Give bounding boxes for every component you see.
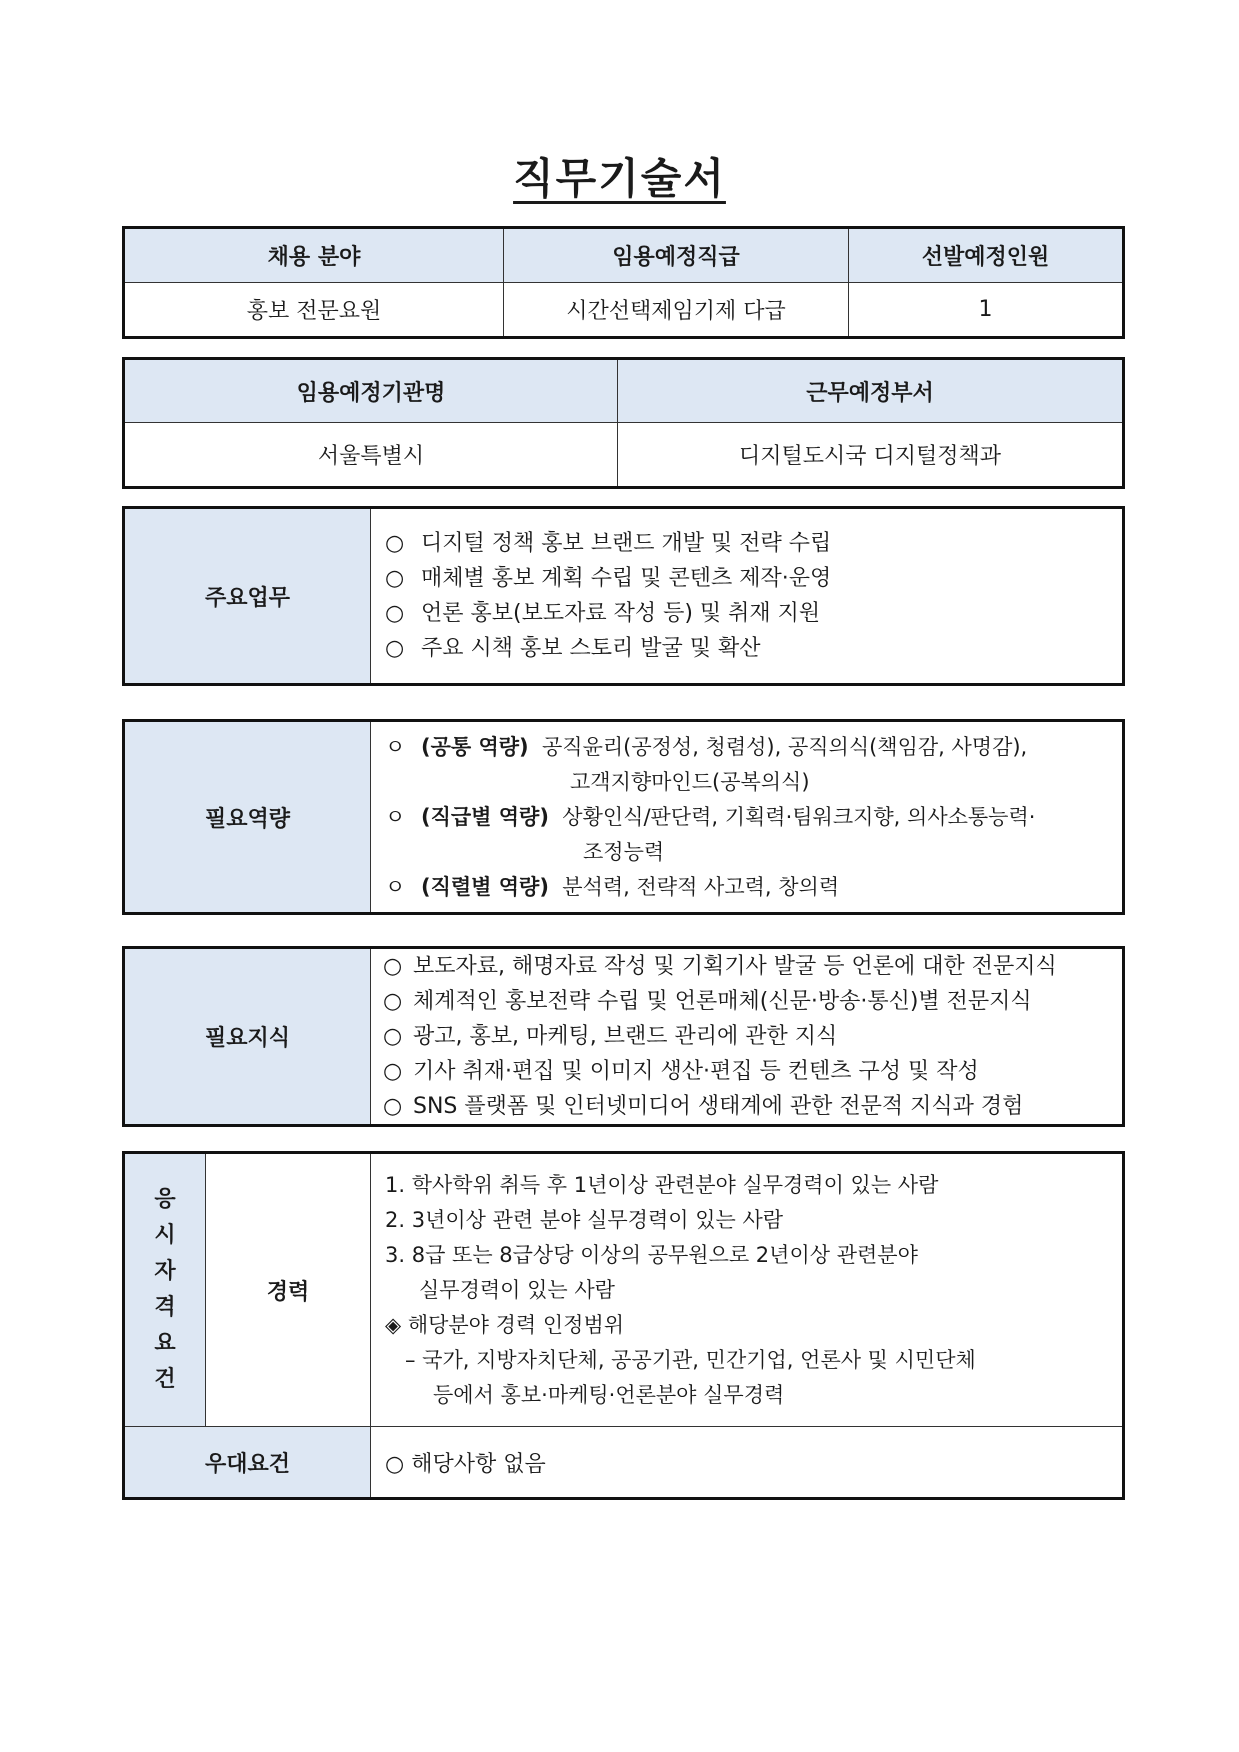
list-item-continued: 실무경력이 있는 사람 (419, 1277, 615, 1302)
requirements-table (122, 1151, 1125, 1500)
preference-content: ○ 해당사항 없음 (371, 1427, 1124, 1499)
preference-label: 우대요건 (124, 1427, 371, 1499)
competency-content (371, 721, 1124, 914)
experience-content (371, 1153, 1124, 1427)
value-count: 1 (849, 283, 1124, 338)
header-department: 근무예정부서 (618, 359, 1124, 423)
duties-content (371, 508, 1124, 685)
list-item: ○ 디지털 정책 홍보 브랜드 개발 및 전략 수립 (385, 531, 832, 556)
list-item: ○ 보도자료, 해명자료 작성 및 기획기사 발굴 등 언론에 대한 전문지식 (383, 954, 1057, 979)
list-item: 2. 3년이상 관련 분야 실무경력이 있는 사람 (385, 1207, 784, 1232)
list-item: ○ 체계적인 홍보전략 수립 및 언론매체(신문·방송·통신)별 전문지식 (383, 989, 1032, 1014)
value-agency: 서울특별시 (124, 423, 618, 488)
list-item-continued: 조정능력 (583, 839, 665, 864)
list-item: 3. 8급 또는 8급상당 이상의 공무원으로 2년이상 관련분야 (385, 1242, 918, 1267)
knowledge-table (122, 946, 1125, 1127)
value-grade: 시간선택제임기제 다급 (504, 283, 849, 338)
list-item: ○ SNS 플랫폼 및 인터넷미디어 생태계에 관한 전문적 지식과 경험 (383, 1094, 1024, 1119)
header-count: 선발예정인원 (849, 228, 1124, 283)
list-item: ○ 매체별 홍보 계획 수립 및 콘텐츠 제작·운영 (385, 566, 832, 591)
recruitment-table (122, 226, 1125, 339)
duties-table (122, 506, 1125, 686)
value-department: 디지털도시국 디지털정책과 (618, 423, 1124, 488)
list-item: ◈ 해당분야 경력 인정범위 (385, 1312, 625, 1337)
experience-label: 경력 (206, 1153, 371, 1427)
competency-table (122, 719, 1125, 915)
list-item: ㅇ (공통 역량) 공직윤리(공정성, 청렴성), 공직의식(책임감, 사명감), (385, 734, 1028, 759)
list-item: ○ 주요 시책 홍보 스토리 발굴 및 확산 (385, 636, 761, 661)
competency-label: 필요역량 (124, 721, 371, 914)
list-item-continued: 고객지향마인드(공복의식) (570, 769, 810, 794)
knowledge-label: 필요지식 (124, 948, 371, 1126)
qualification-vertical-label: 응 시 자 격 요 건 (124, 1153, 206, 1427)
header-field: 채용 분야 (124, 228, 504, 283)
list-item: ○ 언론 홍보(보도자료 작성 등) 및 취재 지원 (385, 601, 821, 626)
list-item: ○ 광고, 홍보, 마케팅, 브랜드 관리에 관한 지식 (383, 1024, 838, 1049)
list-item-continued: 등에서 홍보·마케팅·언론분야 실무경력 (433, 1382, 785, 1407)
list-item: – 국가, 지방자치단체, 공공기관, 민간기업, 언론사 및 시민단체 (405, 1347, 976, 1372)
list-item: ○ 기사 취재·편집 및 이미지 생산·편집 등 컨텐츠 구성 및 작성 (383, 1059, 979, 1084)
knowledge-content (371, 948, 1124, 1126)
header-agency: 임용예정기관명 (124, 359, 618, 423)
agency-table (122, 357, 1125, 489)
document-title: 직무기술서 (513, 154, 726, 203)
header-grade: 임용예정직급 (504, 228, 849, 283)
list-item: 1. 학사학위 취득 후 1년이상 관련분야 실무경력이 있는 사람 (385, 1172, 939, 1197)
list-item: ㅇ (직급별 역량) 상황인식/판단력, 기획력·팀워크지향, 의사소통능력· (385, 804, 1036, 829)
value-field: 홍보 전문요원 (124, 283, 504, 338)
duties-label: 주요업무 (124, 508, 371, 685)
list-item: ㅇ (직렬별 역량) 분석력, 전략적 사고력, 창의력 (385, 874, 840, 899)
